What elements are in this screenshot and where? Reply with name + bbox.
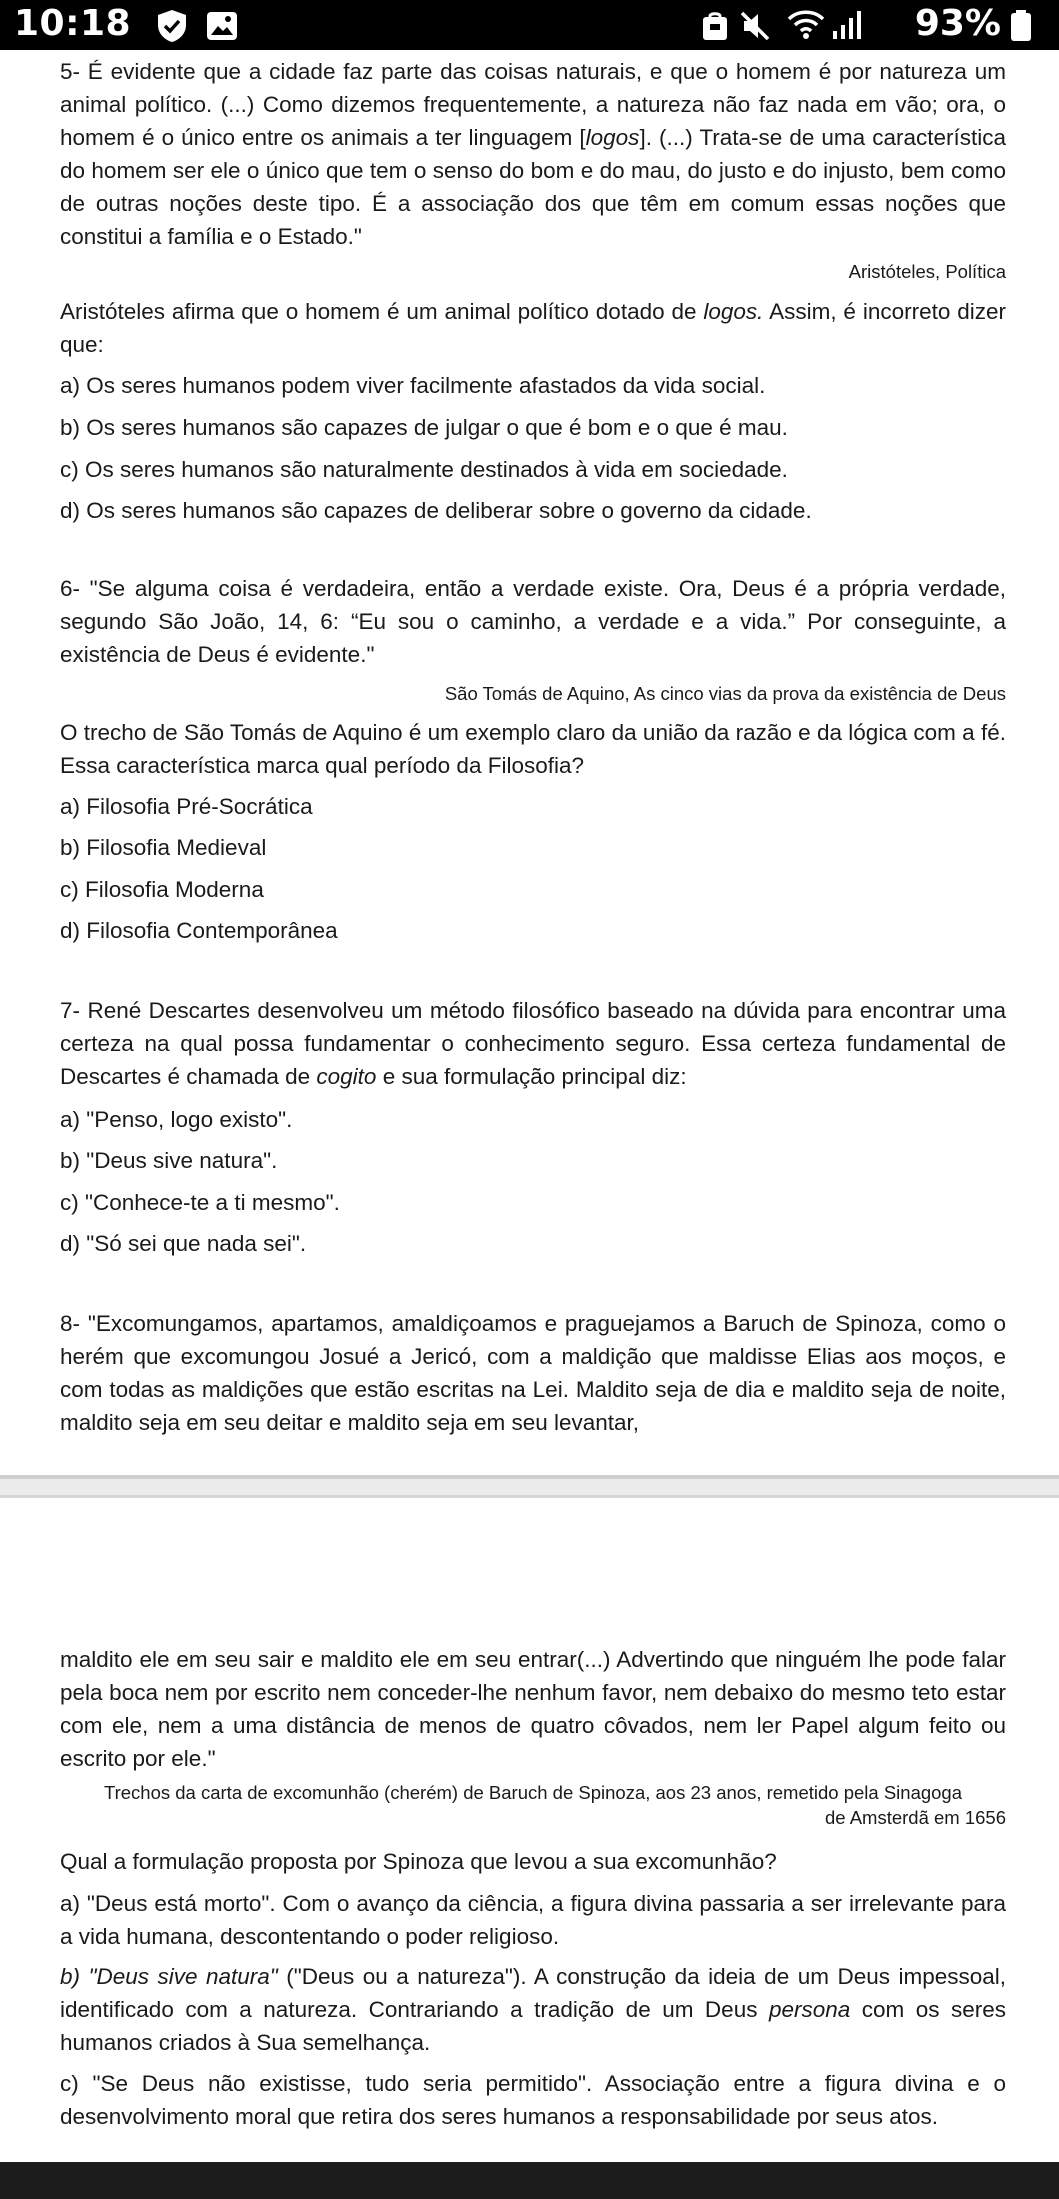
q5-logos-term-2: logos. <box>703 299 764 324</box>
shield-icon <box>156 9 188 47</box>
q5-question-start: Aristóteles afirma que o homem é um animal político dotado de <box>60 299 704 324</box>
q8-option-c[interactable]: c) "Se Deus não existisse, tudo seria permitido". Associação entre a figura divina e o desenvolvimento moral que retira dos seres humanos a responsabilidade por seus atos. <box>60 2071 1006 2129</box>
q8-question: Qual a formulação proposta por Spinoza que levou a sua excomunhão? <box>60 1849 777 1874</box>
q5-source: Aristóteles, Política <box>848 261 1006 282</box>
q5-text-end: ]. (...) Trata-se de uma característica do homem ser ele o único que tem o senso do bom e do mau, do justo e do injusto, bem como de outras noções deste tipo. É a associação dos que têm em comum essas noções que constitui a família e o Estado." <box>60 125 1006 249</box>
status-bar <box>0 0 1059 50</box>
q6-option[interactable]: c) Filosofia Moderna <box>60 877 264 902</box>
bag-icon <box>702 11 728 45</box>
q7-text-start: 7- René Descartes desenvolveu um método filosófico baseado na dúvida para encontrar uma certeza na qual possa fundamentar o conhecimento seguro. Essa certeza fundamental de Descartes é chamada de <box>60 998 1006 1089</box>
battery-icon <box>1010 10 1032 46</box>
q6-question: O trecho de São Tomás de Aquino é um exemplo claro da união da razão e da lógica com a fé. Essa característica marca qual período da Filosofia? <box>60 720 1006 778</box>
q7-option[interactable]: b) "Deus sive natura". <box>60 1148 278 1173</box>
q7-option[interactable]: c) "Conhece-te a ti mesmo". <box>60 1190 340 1215</box>
q6-option[interactable]: b) Filosofia Medieval <box>60 835 267 860</box>
q5-option[interactable]: c) Os seres humanos são naturalmente destinados à vida em sociedade. <box>60 457 788 482</box>
signal-icon <box>832 10 866 44</box>
mute-icon <box>738 9 772 47</box>
question-8-text-part2: maldito ele em seu sair e maldito ele em seu entrar(...) Advertindo que ninguém lhe pode falar pela boca nem por escrito nem conceder-lhe nenhum favor, nem debaixo do mesmo teto estar com ele, nem a uma distância de menos de quatro côvados, nem ler Papel algum feito ou escrito por ele." <box>60 1647 1006 1771</box>
question-6-text: 6- "Se alguma coisa é verdadeira, então a verdade existe. Ora, Deus é a própria verdade, segundo São João, 14, 6: “Eu sou o caminho, a verdade e a vida.” Por conseguinte, a existência de Deus é evidente." <box>60 576 1006 667</box>
q5-logos-term: logos <box>585 125 640 150</box>
battery-percent: 93% <box>914 3 1001 44</box>
question-8-text-part1: 8- "Excomungamos, apartamos, amaldiçoamos e praguejamos a Baruch de Spinoza, como o herém que excomungou Josué a Jericó, com a maldição que maldisse Elias aos moços, e com todas as maldições que estão escritas na Lei. Maldito seja de dia e maldito seja de noite, maldito seja em seu deitar e maldito seja em seu levantar, <box>60 1311 1006 1435</box>
q5-question-end: Assim, é incorreto dizer que: <box>60 299 1006 357</box>
wifi-icon <box>786 7 826 45</box>
q5-option[interactable]: b) Os seres humanos são capazes de julgar o que é bom e o que é mau. <box>60 415 788 440</box>
q8-source-line-1: Trechos da carta de excomunhão (cherém) de Baruch de Spinoza, aos 23 anos, remetido pela Sinagoga <box>103 1782 963 1803</box>
q5-option[interactable]: a) Os seres humanos podem viver facilmente afastados da vida social. <box>60 373 766 398</box>
q8-source-line-2: de Amsterdã em 1656 <box>825 1807 1006 1828</box>
q5-option[interactable]: d) Os seres humanos são capazes de deliberar sobre o governo da cidade. <box>60 498 812 523</box>
navigation-bar <box>0 2162 1059 2199</box>
q7-cogito-term: cogito <box>316 1064 377 1089</box>
page-break <box>0 1475 1059 1498</box>
question-5-text <box>60 55 1006 253</box>
question-7-text <box>60 994 1006 1093</box>
q8-option-b-text: ("Deus ou a natureza"). A construção da ideia de um Deus impessoal, identificado com a natureza. Contrariando a tradição de um Deus <box>60 1964 1007 2022</box>
status-time: 10:18 <box>14 3 132 44</box>
q8-option-b[interactable] <box>60 1960 1006 2059</box>
q7-text-end: e sua formulação principal diz: <box>376 1064 687 1089</box>
q7-option[interactable]: a) "Penso, logo existo". <box>60 1107 293 1132</box>
q6-option[interactable]: d) Filosofia Contemporânea <box>60 918 338 943</box>
q5-question <box>60 295 1006 361</box>
q8-persona-term: persona <box>768 1997 851 2022</box>
q5-text-start: 5- É evidente que a cidade faz parte das coisas naturais, e que o homem é por natureza um animal político. (...) Como dizemos frequentemente, a natureza não faz nada em vão; ora, o homem é o único entre os animais a ter linguagem [ <box>60 59 1006 150</box>
q6-source: São Tomás de Aquino, As cinco vias da prova da existência de Deus <box>444 683 1006 704</box>
q6-option[interactable]: a) Filosofia Pré-Socrática <box>60 794 313 819</box>
image-icon <box>206 11 238 45</box>
q8-option-a[interactable]: a) "Deus está morto". Com o avanço da ciência, a figura divina passaria a ser irrelevante para a vida humana, descontentando o poder religioso. <box>60 1891 1006 1949</box>
q7-option[interactable]: d) "Só sei que nada sei". <box>60 1231 307 1256</box>
q8-option-b-end: com os seres humanos criados à Sua semelhança. <box>60 1997 1007 2055</box>
document-page <box>0 1498 1059 2160</box>
q8-option-b-title: b) "Deus sive natura" <box>60 1964 278 1989</box>
document-page <box>0 50 1059 1475</box>
